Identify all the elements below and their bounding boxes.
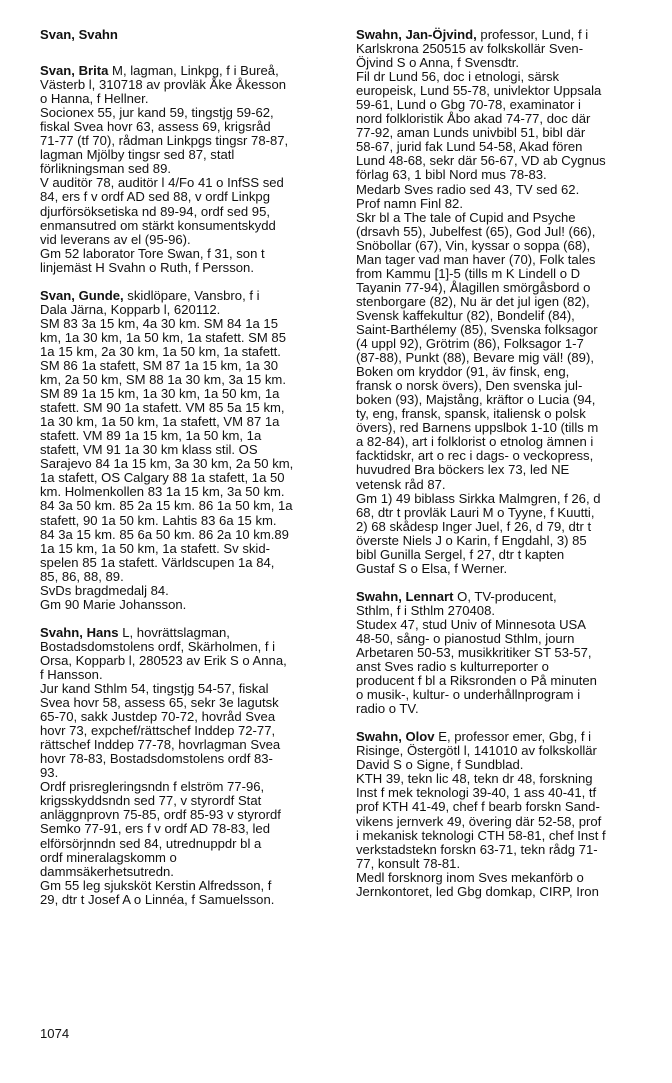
text-line: Socionex 55, jur kand 59, tingstjg 59-62,: [40, 105, 274, 121]
text-line: vikens jernverk 49, övering där 52-58, prof: [356, 813, 602, 829]
text-line: boken (93), Majstång, kräftor o Lucia (94,: [356, 392, 596, 408]
text-line: f Hansson.: [40, 666, 103, 682]
text-line: o Hanna, f Hellner.: [40, 91, 149, 107]
text-line: E, professor emer, Gbg, f i: [434, 729, 592, 745]
text-line: km, 1a 30 km, 1a 50 km, 1a stafett. SM 85: [40, 329, 286, 345]
text-line: 77, konsult 78-81.: [356, 855, 461, 871]
entry-intro: [40, 64, 340, 106]
text-line: radio o TV.: [356, 701, 419, 717]
biography-entry: [356, 730, 656, 899]
text-line: V auditör 78, auditör l 4/Fo 41 o InfSS sed: [40, 175, 284, 191]
text-line: förlikningsman sed 89.: [40, 161, 172, 177]
text-line: europeisk, Lund 55-78, univlektor Uppsala: [356, 83, 602, 99]
text-line: Prof namn Finl 82.: [356, 195, 463, 211]
text-line: övers), red Barnens uppslbok 1-10 (tills m: [356, 420, 599, 436]
text-line: anläggnprovn 75-85, ordf 85-93 v styrordf: [40, 807, 281, 823]
text-line: (drsavh 55), Jubelfest (65), God Jul! (66),: [356, 223, 596, 239]
text-line: Man tager vad man haver (70), Folk tales: [356, 251, 596, 267]
entry-name: Swahn, Olov: [356, 729, 435, 745]
text-line: i mekanisk teknologi CTH 58-81, chef Inst f: [356, 827, 606, 843]
text-line: linjemäst H Svahn o Ruth, f Persson.: [40, 259, 254, 275]
entry-paragraph: [40, 879, 340, 907]
text-line: 58-67, jurid fak Lund 54-58, Akad fören: [356, 139, 583, 155]
biography-entry: [356, 28, 656, 576]
entry-paragraph: [40, 598, 340, 612]
text-line: elförsörjnndn sed 84, utrednuppdr bl a: [40, 835, 262, 851]
text-line: verkstadstekn forskn 63-71, tekn rådg 71-: [356, 841, 598, 857]
text-line: huvudred Bra böckers lex 73, led NE: [356, 462, 570, 478]
text-line: SvDs bragdmedalj 84.: [40, 582, 169, 598]
text-line: professor, Lund, f i: [476, 27, 589, 42]
text-line: 1a stafett, OS Calgary 88 1a stafett, 1a 50: [40, 470, 285, 486]
entry-paragraph: [356, 70, 656, 182]
text-line: Sthlm, f i Sthlm 270408.: [356, 602, 496, 618]
text-line: Tayanin 77-94), Ålagillen smörgåsbord o: [356, 279, 591, 295]
biography-entry: [40, 64, 340, 275]
text-line: Svensk kaffekultur (82), Bondelif (84),: [356, 307, 575, 323]
text-line: ty, eng, fransk, spansk, italiensk o polsk: [356, 406, 586, 422]
text-line: nord folkloristik Åbo akad 74-77, doc där: [356, 111, 591, 127]
text-line: Semko 77-91, ers f v ordf AD 78-83, led: [40, 821, 270, 837]
entry-name: Swahn, Jan-Öjvind,: [356, 27, 477, 42]
entry-paragraph: [40, 584, 340, 598]
text-line: stafett, 90 1a 50 km. Lahtis 83 6a 15 km.: [40, 512, 277, 528]
text-line: facktidskr, art o rec i dags- o veckopress,: [356, 448, 594, 464]
text-line: fransk o norsk övers), Den svenska jul-: [356, 378, 583, 394]
text-line: rättschef Inddep 77-78, hovrlagman Svea: [40, 737, 281, 753]
text-line: stafett. VM 89 1a 15 km, 1a 50 km, 1a: [40, 428, 262, 444]
text-line: Karlskrona 250515 av folkskollär Sven-: [356, 41, 584, 57]
text-line: (87-88), Punkt (88), Bevare mig väl! (89),: [356, 350, 594, 366]
right-column: [356, 28, 656, 913]
text-line: stafett. SM 90 1a stafett. VM 85 5a 15 km,: [40, 400, 285, 416]
text-line: 84, ers f v ordf AD sed 88, v ordf Linkpg: [40, 189, 270, 205]
text-line: Saint-Barthélemy (85), Svenska folksagor: [356, 321, 598, 337]
text-line: djurförsöksetiska nd 89-94, ordf sed 95,: [40, 203, 270, 219]
page-number: 1074: [40, 1026, 70, 1041]
text-line: anst Sves radio s kulturreporter o: [356, 659, 549, 675]
text-line: 59-61, Lund o Gbg 70-78, examinator i: [356, 97, 581, 113]
text-line: Lund 48-68, sekr där 56-67, VD ab Cygnus: [356, 153, 606, 169]
biography-entry: [356, 590, 656, 716]
text-line: 77-92, aman Lunds univbibl 51, bibl där: [356, 125, 586, 141]
text-line: 2) 68 skådesp Inger Juel, f 26, d 79, dtr t: [356, 518, 592, 534]
text-line: Skr bl a The tale of Cupid and Psyche: [356, 209, 576, 225]
text-line: Medl forsknorg inom Sves mekanförb o: [356, 869, 584, 885]
text-line: Dala Järna, Kopparb l, 620112.: [40, 301, 221, 317]
text-line: o musik-, kultur- o underhållnprogram i: [356, 687, 581, 703]
text-line: Jur kand Sthlm 54, tingstjg 54-57, fiskal: [40, 681, 269, 697]
text-line: skidlöpare, Vansbro, f i: [123, 287, 260, 303]
entry-paragraph: [40, 247, 340, 275]
text-line: bibl Gunilla Sergel, f 27, dtr t kapten: [356, 546, 565, 562]
entry-paragraph: [356, 618, 656, 716]
text-line: 68, dtr t provläk Lauri M o Tyyne, f Kuutti,: [356, 504, 595, 520]
text-line: 85, 86, 88, 89.: [40, 568, 124, 584]
text-line: Jernkontoret, led Gbg domkap, CIRP, Iron: [356, 883, 599, 899]
text-line: fiskal Svea hovr 63, assess 69, krigsråd: [40, 119, 271, 135]
text-line: 93.: [40, 765, 59, 781]
text-line: km. Holmenkollen 83 1a 15 km, 3a 50 km.: [40, 484, 285, 500]
text-line: SM 83 3a 15 km, 4a 30 km. SM 84 1a 15: [40, 315, 278, 331]
text-line: Studex 47, stud Univ of Minnesota USA: [356, 616, 586, 632]
entry-name: Svan, Brita: [40, 63, 109, 79]
text-line: hovr 78-83, Bostadsdomstolens ordf 83-: [40, 751, 273, 767]
entry-paragraph: [40, 317, 340, 584]
text-line: enmansutred om stärkt konsumentskydd: [40, 217, 276, 233]
text-line: vid leverans av el (95-96).: [40, 231, 191, 247]
text-line: 1a 15 km, 1a 50 km, 1a stafett. Sv skid-: [40, 540, 270, 556]
text-line: Risinge, Östergötl l, 141010 av folkskollär: [356, 743, 597, 759]
text-line: stafett, VM 91 1a 30 km klass stil. OS: [40, 442, 258, 458]
text-line: överste Niels J o Karin, f Engdahl, 3) 85: [356, 532, 587, 548]
text-line: Bostadsdomstolens ordf, Skärholmen, f i: [40, 638, 276, 654]
entry-name: Svan, Gunde,: [40, 287, 124, 303]
entry-paragraph: [356, 871, 656, 899]
left-entries: [40, 64, 340, 907]
entry-paragraph: [356, 183, 656, 197]
right-entries: [356, 28, 656, 899]
entry-paragraph: [356, 197, 656, 211]
text-line: SM 89 1a 15 km, 1a 30 km, 1a 50 km, 1a: [40, 386, 280, 402]
text-line: lagman Mjölby tingsr sed 87, statl: [40, 147, 235, 163]
text-line: prof KTH 41-49, chef f bearb forskn Sand-: [356, 799, 600, 815]
text-line: Gm 52 laborator Tore Swan, f 31, son t: [40, 245, 265, 261]
text-line: Medarb Sves radio sed 43, TV sed 62.: [356, 181, 580, 197]
entry-intro: [356, 590, 656, 618]
entry-intro: [356, 28, 656, 70]
entry-intro: [356, 730, 656, 772]
text-line: producent f bl a Riksronden o På minuten: [356, 673, 597, 689]
text-line: Orsa, Kopparb l, 280523 av Erik S o Anna,: [40, 652, 287, 668]
text-line: 48-50, sång- o pianostud Sthlm, journ: [356, 630, 575, 646]
entry-paragraph: [356, 211, 656, 492]
text-line: Gustaf S o Elsa, f Werner.: [356, 560, 508, 576]
text-line: Svea hovr 58, assess 65, sekr 3e lagutsk: [40, 695, 279, 711]
entry-name: Svahn, Hans: [40, 624, 119, 640]
text-line: a 82-84), art i folklorist o etnolog ämnen i: [356, 434, 594, 450]
text-line: KTH 39, tekn lic 48, tekn dr 48, forskning: [356, 771, 593, 787]
text-line: O, TV-producent,: [453, 588, 557, 604]
text-line: km, 2a 50 km, SM 88 1a 30 km, 3a 15 km.: [40, 372, 286, 388]
text-line: David S o Signe, f Sundblad.: [356, 757, 524, 773]
text-line: Gm 1) 49 biblass Sirkka Malmgren, f 26, d: [356, 490, 601, 506]
text-line: ordf mineralagskomm o: [40, 849, 177, 865]
text-line: Gm 55 leg sjuksköt Kerstin Alfredsson, f: [40, 877, 272, 893]
text-line: 1a 15 km, 2a 30 km, 1a 50 km, 1a stafett.: [40, 343, 281, 359]
text-line: M, lagman, Linkpg, f i Bureå,: [108, 63, 279, 79]
text-line: Västerb l, 310718 av provläk Åke Åkesson: [40, 77, 287, 93]
text-line: 65-70, sakk Justdep 70-72, hovråd Svea: [40, 709, 276, 725]
entry-paragraph: [40, 176, 340, 246]
entry-paragraph: [356, 492, 656, 576]
text-line: L, hovrättslagman,: [118, 624, 230, 640]
text-line: dammsäkerhetsutredn.: [40, 863, 174, 879]
entry-paragraph: [356, 772, 656, 870]
text-line: spelen 85 1a stafett. Världscupen 1a 84,: [40, 554, 275, 570]
text-line: 29, dtr t Josef A o Linnéa, f Samuelsson.: [40, 891, 275, 907]
text-line: vetensk råd 87.: [356, 476, 446, 492]
text-line: Ordf prisregleringsndn f elström 77-96,: [40, 779, 265, 795]
text-line: 1a 30 km, 1a 50 km, 1a stafett, VM 87 1a: [40, 414, 280, 430]
text-line: 71-77 (tf 70), rådman Linkpgs tingsr 78-87,: [40, 133, 289, 149]
text-line: Sarajevo 84 1a 15 km, 3a 30 km, 2a 50 km,: [40, 456, 294, 472]
text-line: SM 86 1a stafett, SM 87 1a 15 km, 1a 30: [40, 357, 279, 373]
text-line: Boken om kryddor (91, äv finsk, eng,: [356, 364, 570, 380]
text-line: Snöbollar (67), Vin, kyssar o soppa (68),: [356, 237, 591, 253]
entry-intro: [40, 626, 340, 682]
text-line: from Kammu [1]-5 (tills m K Lindell o D: [356, 265, 581, 281]
entry-paragraph: [40, 682, 340, 780]
text-line: 84 3a 15 km. 85 6a 50 km. 86 2a 10 km.89: [40, 526, 289, 542]
biography-entry: [40, 289, 340, 612]
text-line: stenborgare (82), Nu är det jul igen (82),: [356, 293, 590, 309]
text-line: (4 uppl 92), Grötrim (86), Folksagor 1-7: [356, 336, 584, 352]
entry-paragraph: [40, 106, 340, 176]
text-line: krigsskyddsndn sed 77, v styrordf Stat: [40, 793, 262, 809]
entry-paragraph: [40, 780, 340, 878]
text-line: Öjvind S o Anna, f Svensdtr.: [356, 55, 520, 71]
biography-entry: [40, 626, 340, 907]
text-line: hovr 73, expchef/rättschef Inddep 72-77,: [40, 723, 276, 739]
text-line: Fil dr Lund 56, doc i etnologi, särsk: [356, 69, 560, 85]
text-line: Gm 90 Marie Johansson.: [40, 596, 187, 612]
text-line: 84 3a 50 km. 85 2a 15 km. 86 1a 50 km, 1a: [40, 498, 293, 514]
text-line: förlag 63, 1 bibl Nord mus 78-83.: [356, 167, 547, 183]
text-line: Arbetaren 50-53, musikkritiker ST 53-57,: [356, 645, 592, 661]
entry-name: Swahn, Lennart: [356, 588, 454, 604]
entry-intro: [40, 289, 340, 317]
left-column: [40, 28, 340, 921]
section-heading: Svan, Svahn: [40, 27, 118, 42]
text-line: Inst f mek teknologi 39-40, 1 ass 40-41, tf: [356, 785, 597, 801]
